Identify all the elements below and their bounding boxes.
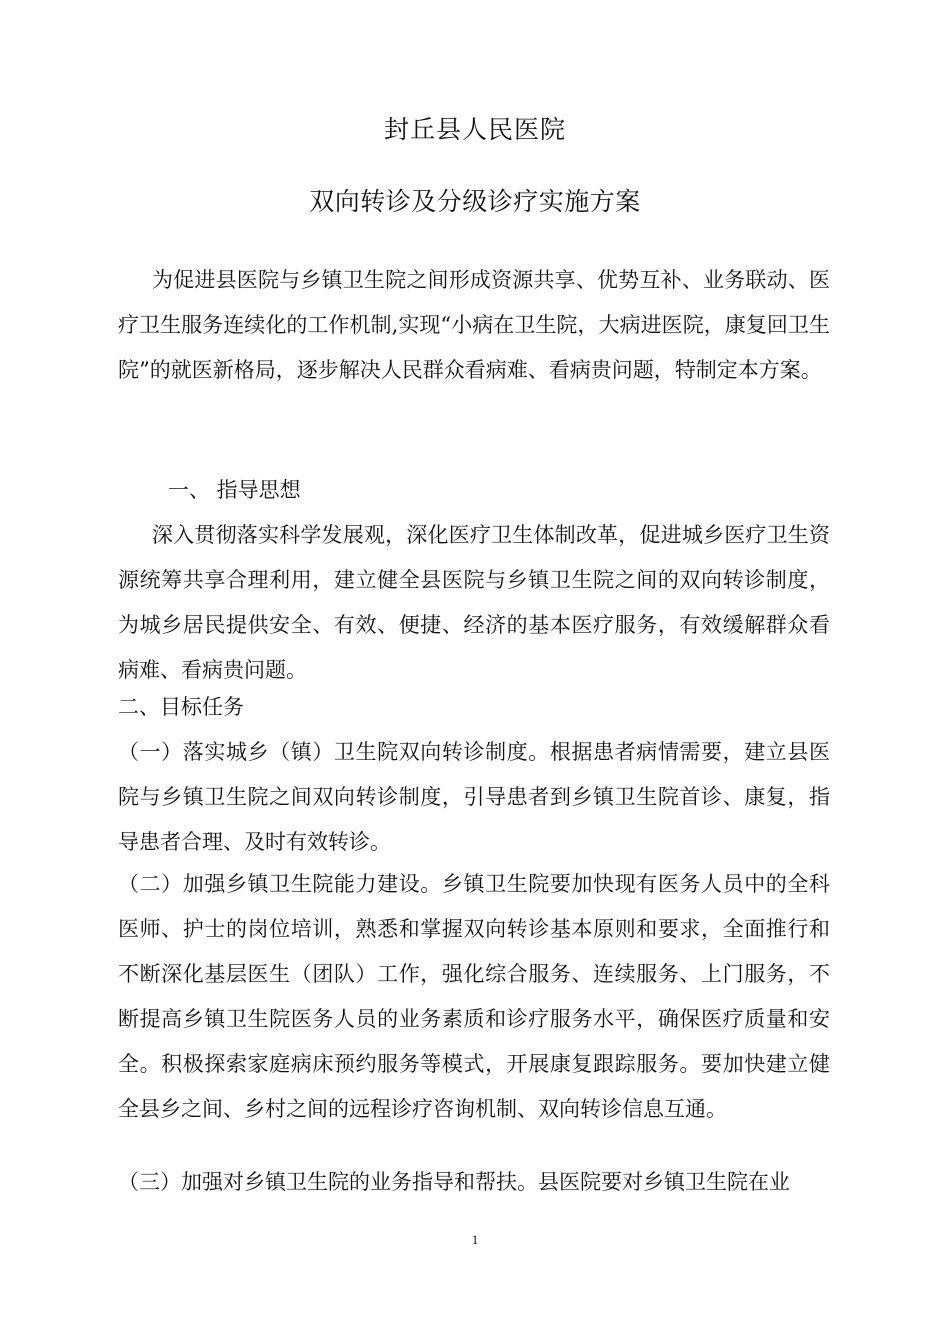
document-subtitle: 双向转诊及分级诊疗实施方案 (309, 187, 641, 216)
goal-item-2: （二）加强乡镇卫生院能力建设。乡镇卫生院要加快现有医务人员中的全科医师、护士的岗位培训，熟悉和掌握双向转诊基本原则和要求，全面推行和不断深化基层医生（团队）工作，强化综合服务、连续服务、上门服务，不断提高乡镇卫生院医务人员的业务素质和诊疗服务水平，确保医疗质量和安全。积极探索家庭病床预约服务等模式，开展康复跟踪服务。要加快建立健全县乡之间、乡村之间的远程诊疗咨询机制、双向转诊信息互通。 (118, 872, 830, 1121)
section-heading-goals: 二、目标任务 (118, 695, 244, 719)
document-title: 封丘县人民医院 (383, 115, 566, 144)
page-number: 1 (471, 1232, 479, 1247)
section-paragraph-guiding-ideology: 深入贯彻落实科学发展观，深化医疗卫生体制改革，促进城乡医疗卫生资源统筹共享合理利用，建立健全县医院与乡镇卫生院之间的双向转诊制度，为城乡居民提供安全、有效、便捷、经济的基本医疗服务，有效缓解群众看病难、看病贵问题。 (118, 523, 830, 682)
section-heading-guiding-ideology: 一、 指导思想 (168, 478, 301, 502)
goal-item-1: （一）落实城乡（镇）卫生院双向转诊制度。根据患者病情需要，建立县医院与乡镇卫生院之间双向转诊制度，引导患者到乡镇卫生院首诊、康复，指导患者合理、及时有效转诊。 (118, 740, 830, 854)
intro-paragraph: 为促进县医院与乡镇卫生院之间形成资源共享、优势互补、业务联动、医疗卫生服务连续化的工作机制,实现“小病在卫生院，大病进医院，康复回卫生院”的就医新格局，逐步解决人民群众看病难、看病贵问题，特制定本方案。 (118, 268, 830, 382)
goal-item-3: （三）加强对乡镇卫生院的业务指导和帮扶。县医院要对乡镇卫生院在业 (118, 1170, 790, 1194)
